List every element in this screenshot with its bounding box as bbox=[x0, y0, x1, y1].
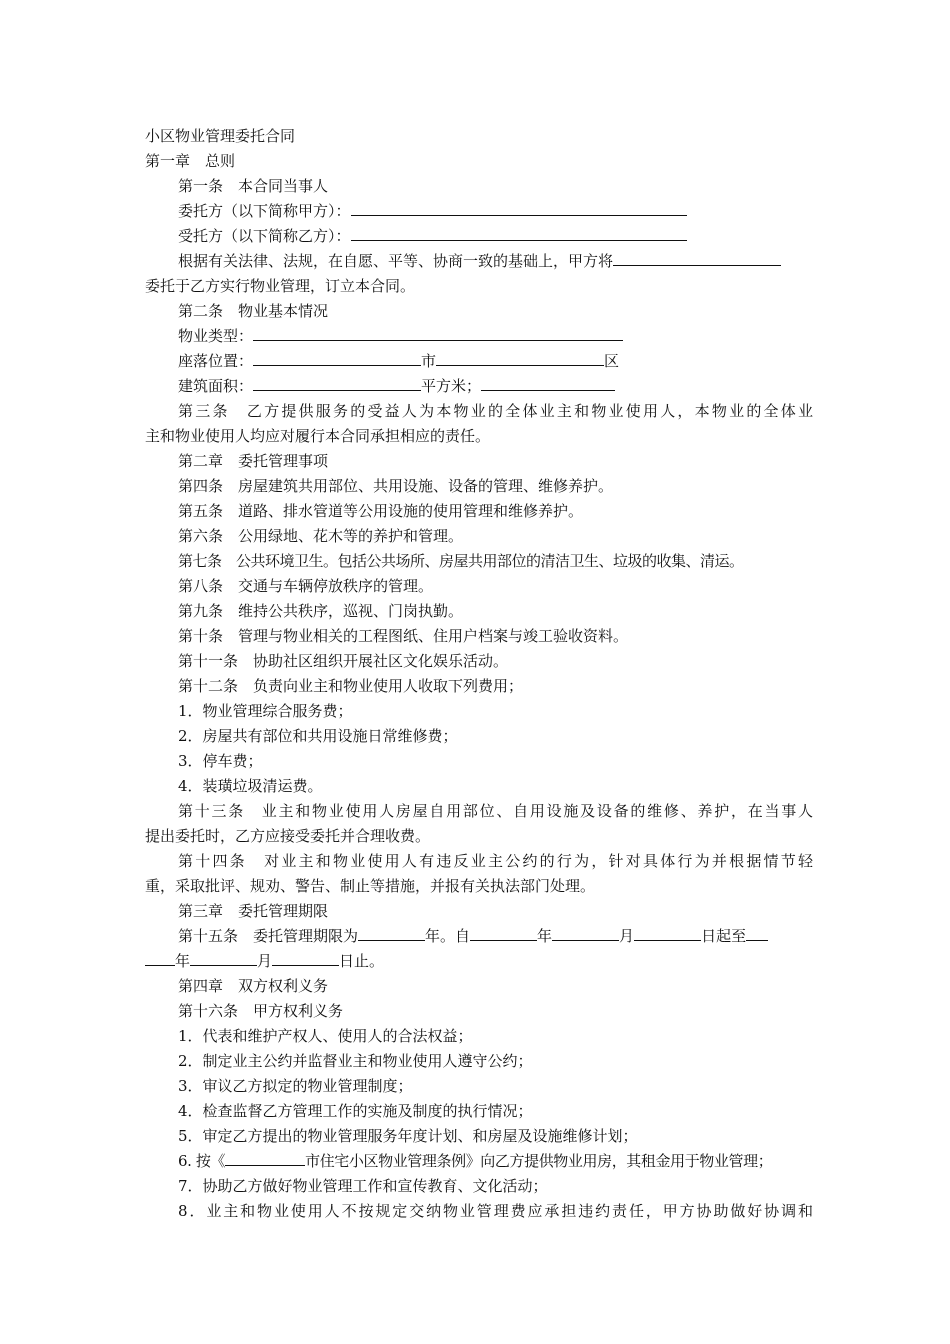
blank-field bbox=[436, 352, 604, 366]
list-item: 1．代表和维护产权人、使用人的合法权益； bbox=[178, 1027, 473, 1045]
party-b-label: 受托方（以下简称乙方）： bbox=[178, 227, 351, 245]
article-line: 第九条 维持公共秩序，巡视、门岗执勤。 bbox=[178, 602, 464, 620]
term-text: 月 bbox=[619, 927, 635, 945]
article-line: 第五条 道路、排水管道等公用设施的使用管理和维修养护。 bbox=[178, 502, 584, 520]
article-heading: 第十六条 甲方权利义务 bbox=[178, 1002, 344, 1020]
list-item: 2．制定业主公约并监督业主和物业使用人遵守公约； bbox=[178, 1052, 533, 1070]
term-line-cont bbox=[145, 949, 813, 974]
article-line: 第八条 交通与车辆停放秩序的管理。 bbox=[178, 577, 434, 595]
blank-field bbox=[613, 252, 781, 266]
document-body bbox=[145, 124, 813, 1224]
party-a-label: 委托方（以下简称甲方）： bbox=[178, 202, 351, 220]
blank-field bbox=[358, 927, 425, 941]
list-item: 5．审定乙方提出的物业管理服务年度计划、和房屋及设施维修计划； bbox=[178, 1127, 638, 1145]
article-heading: 第二条 物业基本情况 bbox=[178, 302, 329, 320]
paragraph-line: 重，采取批评、规劝、警告、制止等措施，并报有关执法部门处理。 bbox=[145, 877, 596, 895]
blank-field bbox=[634, 927, 701, 941]
term-text: 年。自 bbox=[425, 927, 471, 945]
list-item bbox=[145, 1149, 813, 1174]
term-text: 年 bbox=[537, 927, 553, 945]
document-title: 小区物业管理委托合同 bbox=[145, 127, 296, 145]
article-heading: 第一条 本合同当事人 bbox=[178, 177, 329, 195]
list-item: 8．业主和物业使用人不按规定交纳物业管理费应承担违约责任，甲方协助做好协调和 bbox=[178, 1202, 813, 1220]
blank-field bbox=[253, 327, 623, 341]
list-item: 7．协助乙方做好物业管理工作和宣传教育、文化活动； bbox=[178, 1177, 548, 1195]
paragraph-line: 第十四条 对业主和物业使用人有违反业主公约的行为，针对具体行为并根据情节轻 bbox=[178, 852, 813, 870]
chapter-heading: 第一章 总则 bbox=[145, 152, 236, 170]
paragraph-text: 根据有关法律、法规，在自愿、平等、协商一致的基础上，甲方将 bbox=[178, 252, 614, 270]
list-item-text: 6. 按《 bbox=[178, 1152, 226, 1170]
area-label: 建筑面积： bbox=[178, 377, 254, 395]
blank-field bbox=[470, 927, 537, 941]
paragraph-line bbox=[145, 249, 813, 274]
chapter-heading: 第三章 委托管理期限 bbox=[178, 902, 329, 920]
area-unit: 平方米； bbox=[421, 377, 482, 395]
blank-field bbox=[253, 352, 421, 366]
article-line: 第七条 公共环境卫生。包括公共场所、房屋共用部位的清洁卫生、垃圾的收集、清运。 bbox=[178, 552, 744, 570]
blank-field bbox=[253, 377, 421, 391]
term-text: 月 bbox=[257, 952, 273, 970]
chapter-heading: 第二章 委托管理事项 bbox=[178, 452, 329, 470]
location-line bbox=[145, 349, 813, 374]
blank-field bbox=[351, 227, 687, 241]
chapter-heading: 第四章 双方权利义务 bbox=[178, 977, 329, 995]
location-label: 座落位置： bbox=[178, 352, 254, 370]
list-item: 1．物业管理综合服务费； bbox=[178, 702, 353, 720]
paragraph-line: 主和物业使用人均应对履行本合同承担相应的责任。 bbox=[145, 427, 491, 445]
term-text: 日起至 bbox=[701, 927, 747, 945]
blank-field bbox=[145, 952, 175, 966]
property-type-line bbox=[145, 324, 813, 349]
blank-field bbox=[351, 202, 687, 216]
term-text: 日止。 bbox=[339, 952, 385, 970]
list-item: 2．房屋共有部位和共用设施日常维修费； bbox=[178, 727, 458, 745]
city-label: 市 bbox=[421, 352, 437, 370]
blank-field bbox=[746, 927, 768, 941]
list-item: 3．审议乙方拟定的物业管理制度； bbox=[178, 1077, 413, 1095]
list-item: 3．停车费； bbox=[178, 752, 263, 770]
article-line: 第四条 房屋建筑共用部位、共用设施、设备的管理、维修养护。 bbox=[178, 477, 614, 495]
list-item: 4．装璜垃圾清运费。 bbox=[178, 777, 323, 795]
article-line: 第十二条 负责向业主和物业使用人收取下列费用； bbox=[178, 677, 524, 695]
blank-field bbox=[272, 952, 339, 966]
term-text: 第十五条 委托管理期限为 bbox=[178, 927, 359, 945]
article-line: 第十一条 协助社区组织开展社区文化娱乐活动。 bbox=[178, 652, 509, 670]
blank-field bbox=[552, 927, 619, 941]
article-line: 第六条 公用绿地、花木等的养护和管理。 bbox=[178, 527, 464, 545]
blank-field bbox=[481, 377, 615, 391]
blank-field bbox=[190, 952, 257, 966]
paragraph-line: 提出委托时，乙方应接受委托并合理收费。 bbox=[145, 827, 431, 845]
property-type-label: 物业类型： bbox=[178, 327, 254, 345]
paragraph-line: 委托于乙方实行物业管理，订立本合同。 bbox=[145, 277, 416, 295]
paragraph-line: 第三条 乙方提供服务的受益人为本物业的全体业主和物业使用人，本物业的全体业 bbox=[178, 402, 813, 420]
area-line bbox=[145, 374, 813, 399]
blank-field bbox=[225, 1152, 305, 1166]
term-line bbox=[145, 924, 813, 949]
party-b-line bbox=[145, 224, 813, 249]
list-item-text: 市住宅小区物业管理条例》向乙方提供物业用房，其租金用于物业管理； bbox=[305, 1152, 773, 1170]
district-label: 区 bbox=[604, 352, 620, 370]
list-item: 4．检查监督乙方管理工作的实施及制度的执行情况； bbox=[178, 1102, 533, 1120]
article-line: 第十条 管理与物业相关的工程图纸、住用户档案与竣工验收资料。 bbox=[178, 627, 629, 645]
paragraph-line: 第十三条 业主和物业使用人房屋自用部位、自用设施及设备的维修、养护，在当事人 bbox=[178, 802, 813, 820]
term-text: 年 bbox=[175, 952, 191, 970]
party-a-line bbox=[145, 199, 813, 224]
